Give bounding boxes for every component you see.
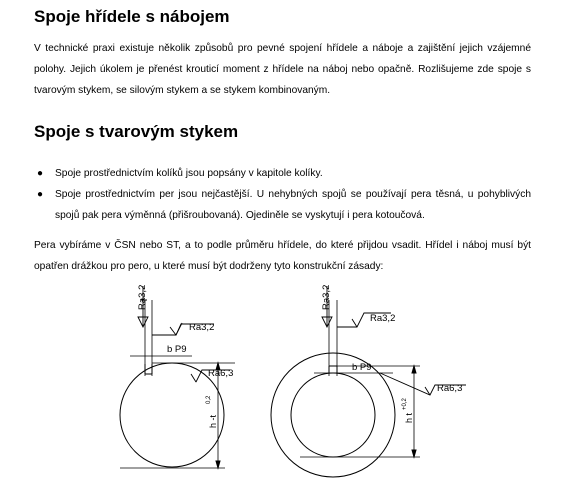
ra-mid-label: Ra3,2: [189, 322, 215, 333]
hub-bore-circle: [291, 373, 375, 457]
bullet-icon: ●: [37, 168, 44, 179]
depth-label: h t: [404, 412, 414, 423]
depth-label: h -t: [208, 414, 218, 428]
ra-top-label: Ra3,2: [137, 284, 148, 310]
hub-drawing: [271, 286, 466, 477]
roughness-symbol: [152, 323, 182, 335]
page-heading: Spoje hřídele s nábojem: [34, 7, 230, 26]
bullet-text: Spoje prostřednictvím per jsou nejčastější. U nehybných spojů se používají pera těsná, u pohyblivých spojů pak pera výměnná (přišroubovaná). Ojediněle se vyskytují i pera kotoučová.: [55, 189, 531, 221]
width-label: b P9: [352, 362, 372, 373]
section-heading: Spoje s tvarovým stykem: [34, 122, 239, 141]
depth-tolerance: 0,2: [206, 395, 212, 404]
hub-outer-circle: [271, 353, 395, 477]
intro-paragraph: V technické praxi existuje několik způsobů pro pevné spojení hřídele a náboje a zajištění jejich vzájemné polohy. Jejich úkolem je přenést krouticí moment z hřídele na náboj nebo opačně. Rozlišujeme zde spoje s tvarovým stykem, se silovým stykem a se stykem kombinovaným.: [34, 43, 531, 96]
depth-tolerance: +0,2: [402, 398, 408, 410]
ra-side-label: Ra6,3: [437, 383, 463, 394]
ra-top-label: Ra3,2: [321, 284, 332, 310]
ra-side-label: Ra6,3: [208, 368, 234, 379]
ra-mid-label: Ra3,2: [370, 313, 396, 324]
body-paragraph: Pera vybíráme v ČSN nebo ST, a to podle průměru hřídele, do které přijdou vsadit. Hřídel i náboj musí být opatřen drážkou pro pero, u které musí být dodrženy tyto konstrukční zásady:: [34, 240, 531, 272]
width-label: b P9: [167, 344, 187, 355]
bullet-text: Spoje prostřednictvím kolíků jsou popsány v kapitole kolíky.: [55, 168, 323, 179]
bullet-icon: ●: [37, 189, 44, 200]
